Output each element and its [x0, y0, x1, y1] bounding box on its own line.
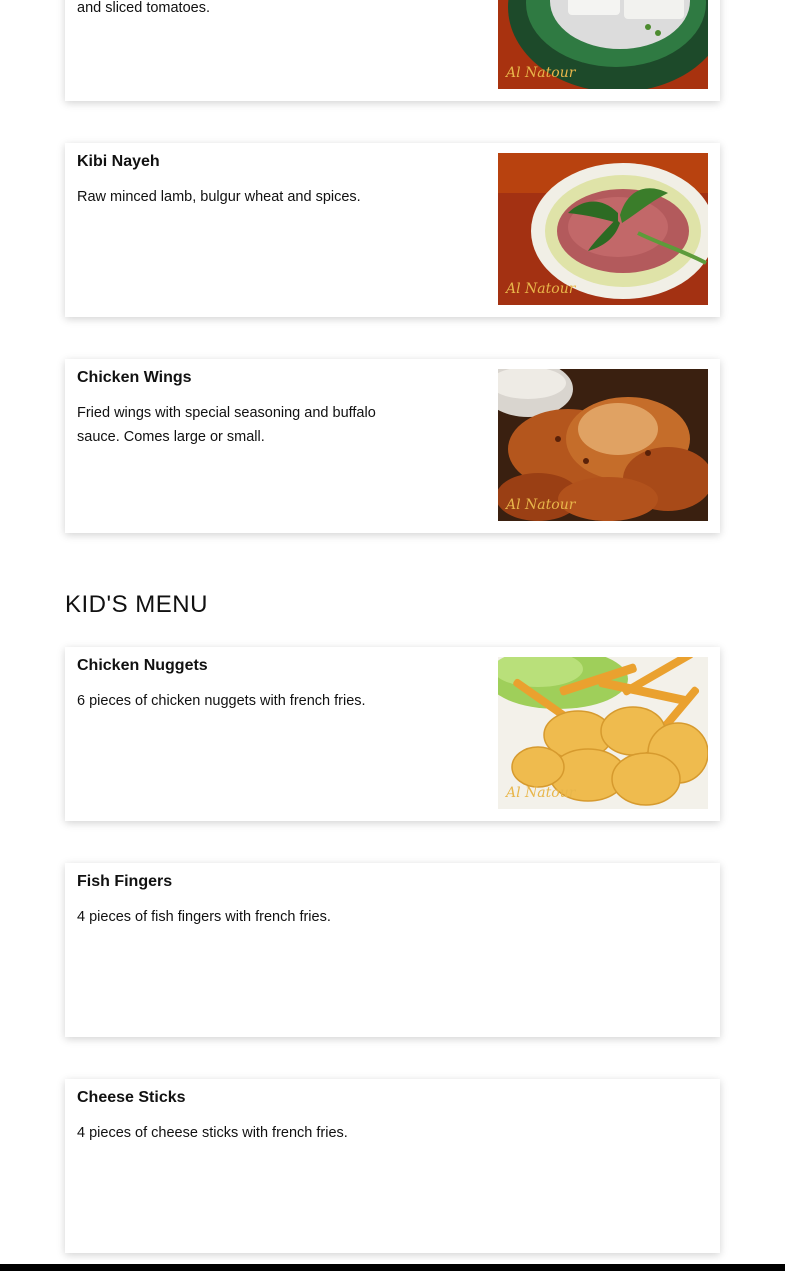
section-heading-kids-menu: KID'S MENU	[65, 591, 208, 618]
restaurant-logo-watermark: Al Natour	[506, 497, 576, 513]
menu-item-card	[65, 1079, 720, 1253]
menu-item-photo	[498, 657, 708, 809]
menu-item-title: Kibi Nayeh	[77, 153, 160, 170]
menu-item-title: Cheese Sticks	[77, 1089, 186, 1106]
menu-item-photo	[498, 0, 708, 89]
restaurant-logo-watermark: Al Natour	[506, 281, 576, 297]
menu-item-photo	[498, 369, 708, 521]
menu-item-description: Fried wings with special seasoning and buffalo sauce. Comes large or small.	[77, 405, 376, 445]
menu-item-card	[65, 359, 720, 533]
menu-item-card	[65, 647, 720, 821]
menu-item-photo	[498, 153, 708, 305]
restaurant-logo-watermark: Al Natour	[506, 65, 576, 81]
footer-bar	[0, 1264, 785, 1271]
menu-item-title: Chicken Nuggets	[77, 657, 208, 674]
menu-item-description: 6 pieces of chicken nuggets with french fries.	[77, 693, 366, 709]
menu-item-card	[65, 0, 720, 101]
menu-item-title: Chicken Wings	[77, 369, 192, 386]
menu-item-description: and sliced tomatoes.	[77, 0, 210, 16]
menu-item-title: Fish Fingers	[77, 873, 173, 890]
menu-item-card	[65, 863, 720, 1037]
menu-item-card	[65, 143, 720, 317]
menu-item-description: 4 pieces of fish fingers with french fries.	[77, 909, 331, 925]
menu-item-description: Raw minced lamb, bulgur wheat and spices.	[77, 189, 361, 205]
restaurant-logo-watermark: Al Natour	[506, 785, 576, 801]
menu-item-description: 4 pieces of cheese sticks with french fries.	[77, 1125, 348, 1141]
